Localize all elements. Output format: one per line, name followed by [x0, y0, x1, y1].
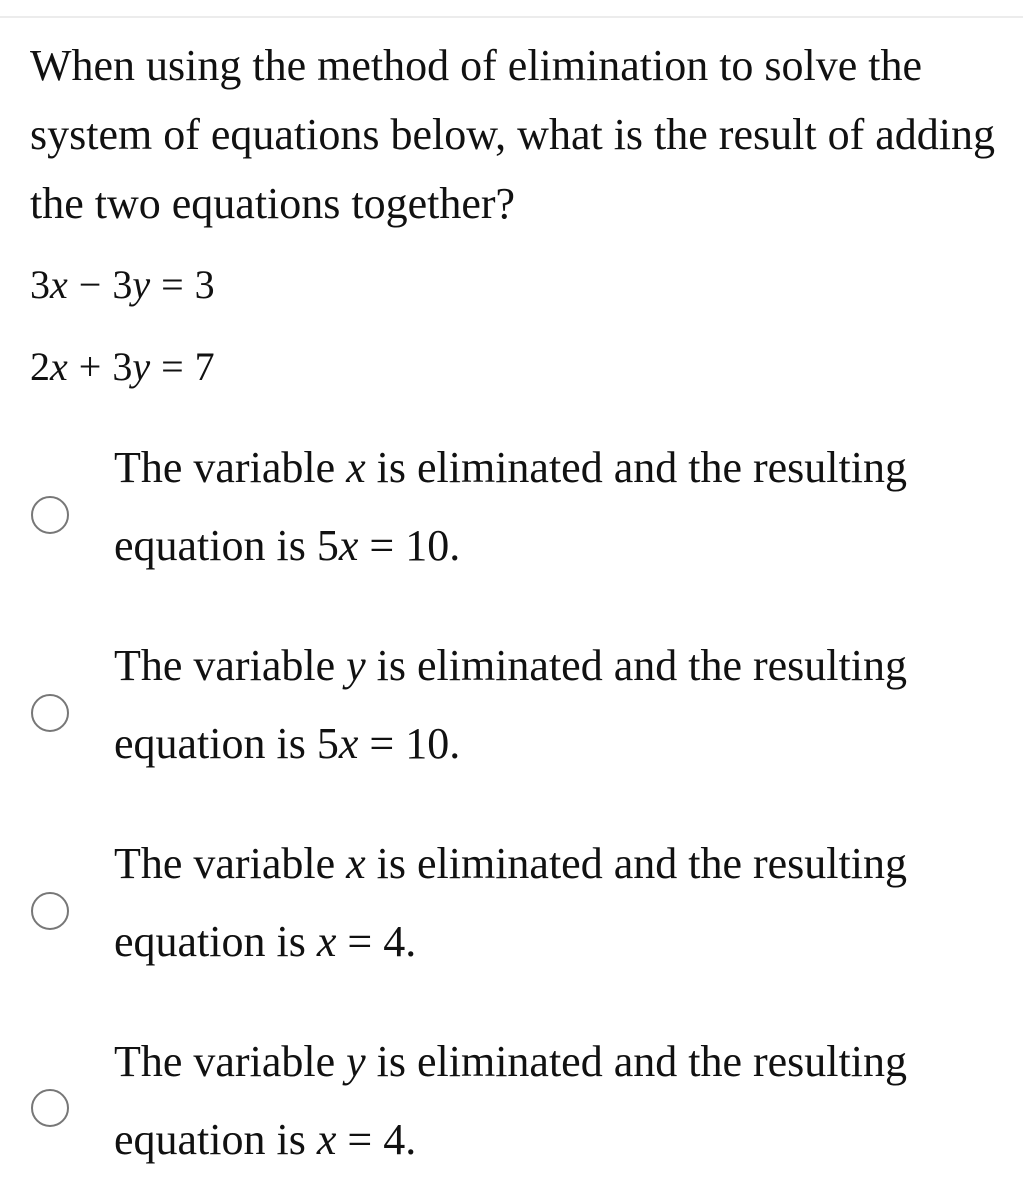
option-c-line2-pre: equation is [114, 917, 317, 966]
option-d-var: x [316, 1115, 337, 1164]
answer-option-b[interactable] [0, 639, 1023, 799]
radio-button-b[interactable] [31, 694, 69, 732]
option-d-line-1 [114, 1035, 907, 1089]
option-a-line-2 [114, 519, 460, 573]
option-d-line2-pre: equation is [114, 1115, 317, 1164]
answer-option-a[interactable] [0, 441, 1023, 601]
option-d-rhs: 4. [383, 1115, 417, 1164]
option-b-rhs: 10. [405, 719, 461, 768]
option-c-var: x [316, 917, 337, 966]
eq1-operator: − [78, 262, 102, 307]
question-prompt: When using the method of elimination to solve the system of equations below, what is the result of adding the two equations together? [30, 41, 995, 228]
radio-button-c[interactable] [31, 892, 69, 930]
answer-option-d[interactable] [0, 1035, 1023, 1195]
equation-2 [30, 342, 215, 392]
eq2-equals: = [161, 344, 184, 389]
eq1-rhs: 3 [194, 262, 215, 307]
option-b-coef: 5 [316, 719, 339, 768]
option-a-line2-pre: equation is [114, 521, 317, 570]
option-a-post: is eliminated and the resulting [365, 443, 907, 492]
option-a-rhs: 10. [405, 521, 461, 570]
option-c-post: is eliminated and the resulting [365, 839, 907, 888]
eq2-y-var: y [132, 344, 151, 389]
option-a-variable: x [346, 443, 366, 492]
option-a-line-1 [114, 441, 907, 495]
eq2-x-var: x [50, 344, 68, 389]
eq1-x-var: x [50, 262, 68, 307]
option-b-variable: y [346, 641, 366, 690]
option-c-line-1 [114, 837, 907, 891]
option-b-pre: The variable [114, 641, 347, 690]
option-a-equals: = [369, 521, 395, 570]
option-b-var: x [338, 719, 359, 768]
option-b-equals: = [369, 719, 395, 768]
eq2-y-coef: 3 [112, 344, 133, 389]
radio-button-d[interactable] [31, 1089, 69, 1127]
option-c-pre: The variable [114, 839, 347, 888]
option-a-coef: 5 [316, 521, 339, 570]
top-divider [0, 16, 1023, 18]
option-d-equals: = [347, 1115, 373, 1164]
eq1-y-coef: 3 [112, 262, 133, 307]
option-a-pre: The variable [114, 443, 347, 492]
option-c-equals: = [347, 917, 373, 966]
option-b-line-2 [114, 717, 460, 771]
option-d-variable: y [346, 1037, 366, 1086]
eq2-operator: + [78, 344, 102, 389]
radio-button-a[interactable] [31, 496, 69, 534]
eq1-equals: = [161, 262, 184, 307]
option-d-line-2 [114, 1113, 416, 1167]
eq2-x-coef: 2 [30, 344, 50, 389]
answer-option-c[interactable] [0, 837, 1023, 997]
option-b-post: is eliminated and the resulting [365, 641, 907, 690]
eq1-y-var: y [132, 262, 151, 307]
eq2-rhs: 7 [194, 344, 215, 389]
option-d-post: is eliminated and the resulting [365, 1037, 907, 1086]
option-d-pre: The variable [114, 1037, 347, 1086]
option-a-var: x [338, 521, 359, 570]
option-c-line-2 [114, 915, 416, 969]
eq1-x-coef: 3 [30, 262, 50, 307]
option-c-variable: x [346, 839, 366, 888]
option-c-rhs: 4. [383, 917, 417, 966]
option-b-line2-pre: equation is [114, 719, 317, 768]
option-b-line-1 [114, 639, 907, 693]
equation-1 [30, 260, 215, 310]
